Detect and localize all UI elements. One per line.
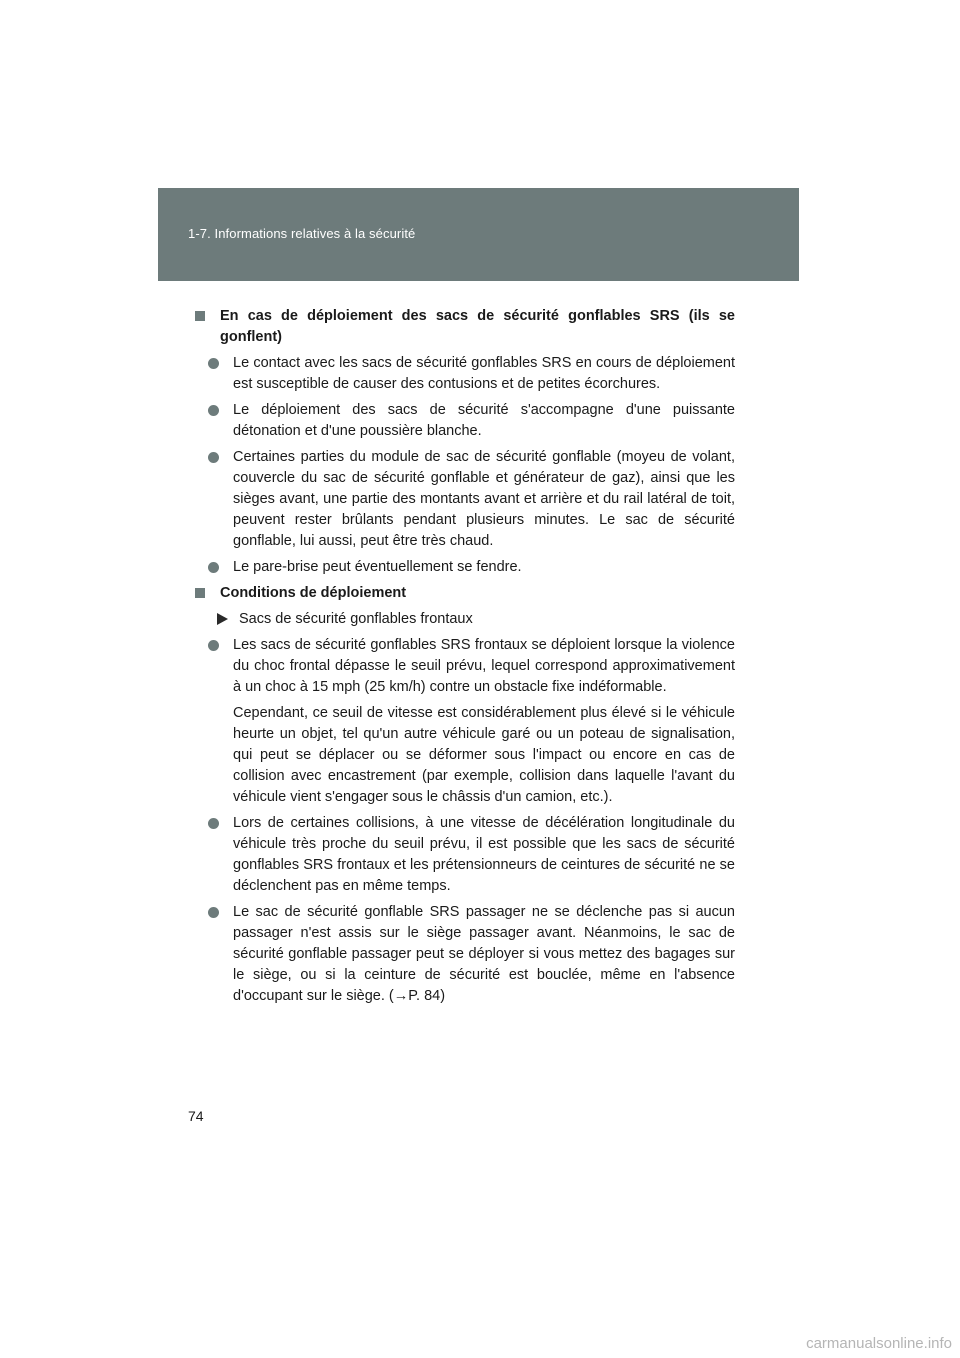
circle-bullet-icon — [208, 562, 219, 573]
circle-bullet-icon — [208, 907, 219, 918]
watermark: carmanualsonline.info — [806, 1335, 952, 1352]
list-item: Le déploiement des sacs de sécurité s'accompagne d'une puissante détonation et d'une poussière blanche. — [208, 400, 735, 442]
section-title: 1-7. Informations relatives à la sécurité — [188, 226, 416, 241]
list-item: Les sacs de sécurité gonflables SRS frontaux se déploient lorsque la violence du choc frontal dépasse le seuil prévu, lequel correspond approximativement à un choc à 15 mph (25 km/h) contre un obstacle fixe indéformable. — [208, 635, 735, 698]
list-item: Le contact avec les sacs de sécurité gonflables SRS en cours de déploiement est susceptible de causer des contusions et de petites écorchures. — [208, 353, 735, 395]
section-header-band — [158, 188, 799, 281]
subheading-frontal-airbags: Sacs de sécurité gonflables frontaux — [217, 609, 735, 630]
square-bullet-icon — [195, 311, 205, 321]
body-paragraph: Cependant, ce seuil de vitesse est considérablement plus élevé si le véhicule heurte un objet, tel qu'un autre véhicule garé ou un poteau de signalisation, qui peut se déplacer ou se déformer sous l'impact ou encore en cas de collision avec encastrement (par exemple, collision dans laquelle l'avant du véhicule vient s'engager sous le châssis d'un camion, etc.). — [233, 705, 735, 805]
triangle-pointer-icon — [217, 613, 228, 625]
section-heading-deployment: En cas de déploiement des sacs de sécurité gonflables SRS (ils se gonflent) — [195, 306, 735, 348]
square-bullet-icon — [195, 588, 205, 598]
section-heading-conditions: Conditions de déploiement — [195, 583, 735, 604]
list-item: Certaines parties du module de sac de sécurité gonflable (moyeu de volant, couvercle du sac de sécurité gonflable et générateur de gaz), ainsi que les sièges avant, une partie des montants avant et arrière et du rail latéral de toit, peuvent rester brûlants pendant plusieurs minutes. Le sac de sécurité gonflable, lui aussi, peut être très chaud. — [208, 447, 735, 552]
list-item: Le pare-brise peut éventuellement se fendre. — [208, 557, 735, 578]
list-item: Lors de certaines collisions, à une vitesse de décélération longitudinale du véhicule très proche du seuil prévu, il est possible que les sacs de sécurité gonflables SRS frontaux et les prétensionneurs de ceintures de sécurité ne se déclenchent pas en même temps. — [208, 813, 735, 897]
page-content — [195, 306, 735, 1007]
circle-bullet-icon — [208, 818, 219, 829]
page-number: 74 — [188, 1108, 204, 1124]
list-item: Le sac de sécurité gonflable SRS passager ne se déclenche pas si aucun passager n'est assis sur le siège passager avant. Néanmoins, le sac de sécurité gonflable passager peut se déployer si vous mettez des bagages sur le siège, ou si la ceinture de sécurité est bouclée, même en l'absence d'occupant sur le siège. (→P. 84) — [208, 902, 735, 1007]
circle-bullet-icon — [208, 358, 219, 369]
circle-bullet-icon — [208, 405, 219, 416]
circle-bullet-icon — [208, 640, 219, 651]
circle-bullet-icon — [208, 452, 219, 463]
